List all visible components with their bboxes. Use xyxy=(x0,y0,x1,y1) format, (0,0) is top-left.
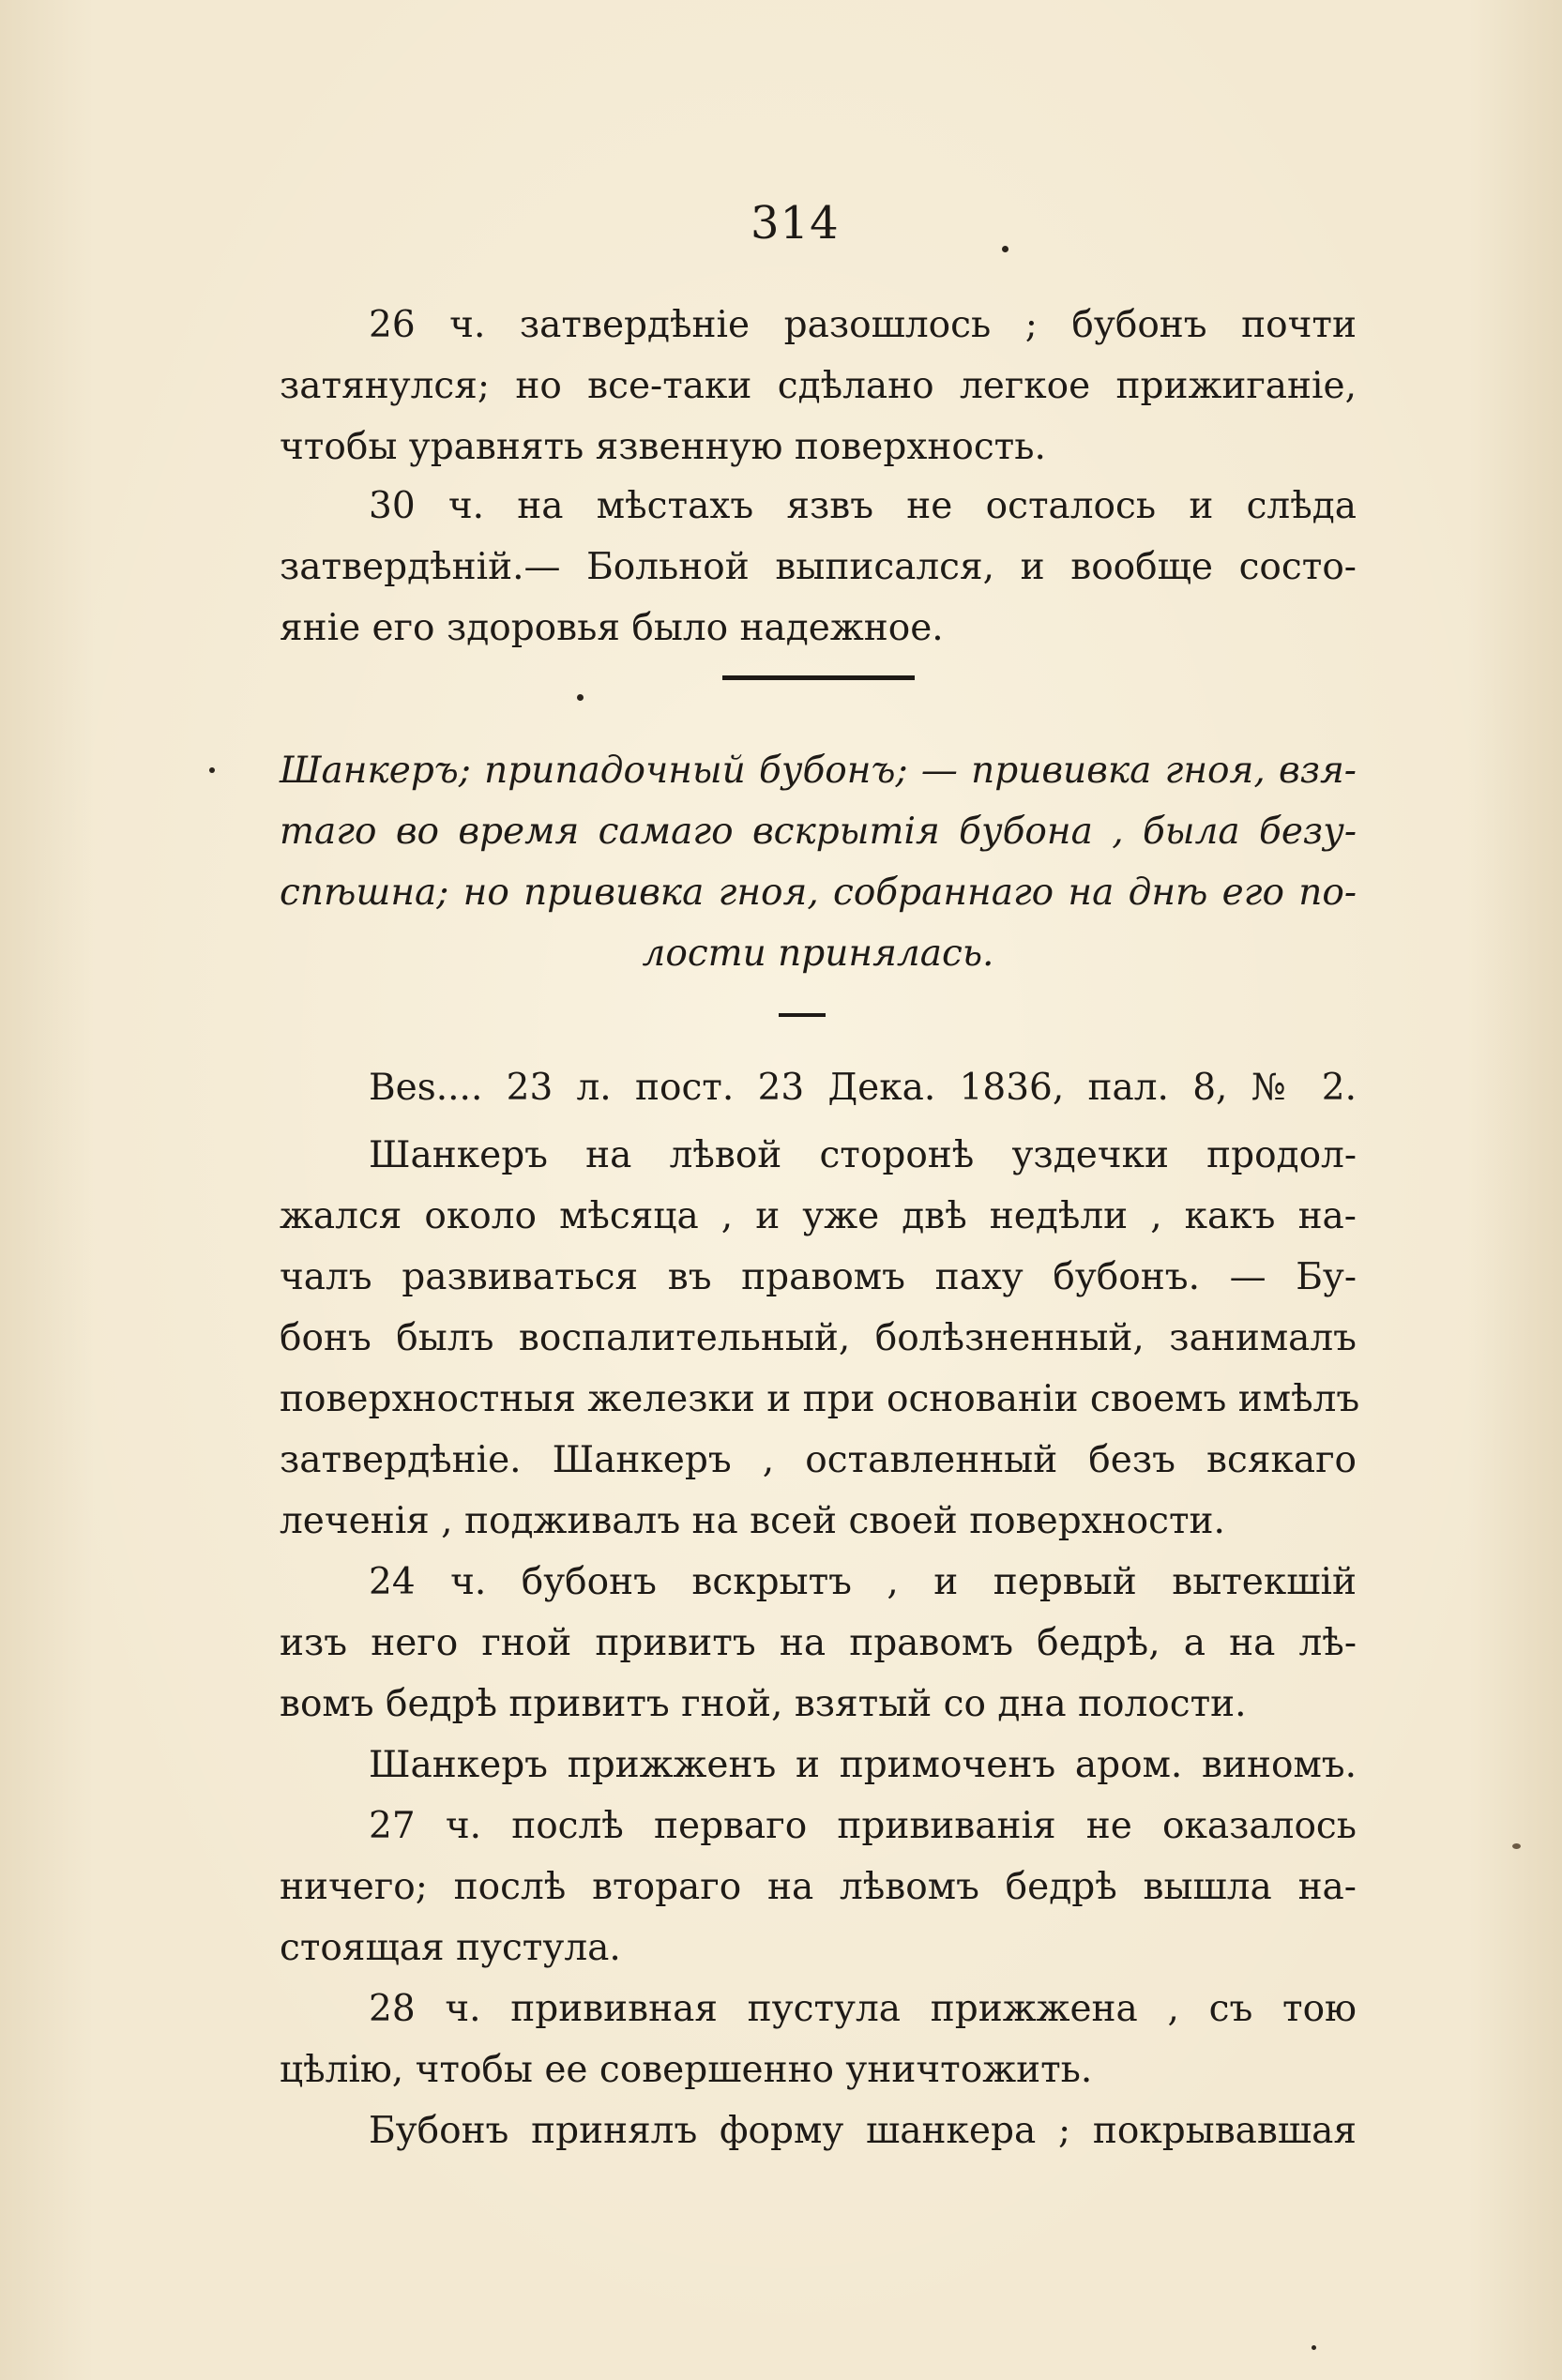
text-line: затвердѣніе. Шанкеръ , оставленный безъ всякаго xyxy=(280,1439,1357,1481)
text-line: Бубонъ принялъ форму шанкера ; покрывавшая xyxy=(369,2110,1357,2152)
text-line: чалъ развиваться въ правомъ паху бубонъ. — Бу- xyxy=(280,1256,1357,1298)
text-line: бонъ былъ воспалительный, болѣзненный, занималъ xyxy=(280,1317,1357,1359)
patient-record-line: Bes.... 23 л. пост. 23 Дека. 1836, пал. 8, № 2. xyxy=(369,1067,1357,1109)
ink-speck xyxy=(1312,2345,1316,2350)
text-line: стоящая пустула. xyxy=(280,1927,621,1969)
text-line: поверхностныя железки и при основаніи своемъ имѣлъ xyxy=(280,1378,1360,1420)
text-line: изъ него гной привитъ на правомъ бедрѣ, а на лѣ- xyxy=(280,1622,1357,1664)
section-divider xyxy=(722,675,915,680)
text-line: жался около мѣсяца , и уже двѣ недѣли , какъ на- xyxy=(280,1195,1357,1237)
text-line: Шанкеръ на лѣвой сторонѣ уздечки продол- xyxy=(369,1134,1357,1176)
text-line: 24 ч. бубонъ вскрытъ , и первый вытекшій xyxy=(369,1561,1357,1603)
text-line: 30 ч. на мѣстахъ язвъ не осталось и слѣда xyxy=(369,485,1357,527)
text-line: 28 ч. прививная пустула прижжена , съ тою xyxy=(369,1988,1357,2030)
heading-divider xyxy=(779,1013,826,1017)
ink-speck xyxy=(1002,246,1008,252)
ink-speck xyxy=(209,767,215,773)
text-line: леченія , подживалъ на всей своей поверхности. xyxy=(280,1500,1225,1542)
page-number: 314 xyxy=(751,197,840,250)
ink-speck xyxy=(1512,1843,1521,1849)
text-line: ничего; послѣ втораго на лѣвомъ бедрѣ вышла на- xyxy=(280,1866,1357,1908)
text-line: 27 ч. послѣ перваго прививанія не оказалось xyxy=(369,1805,1357,1847)
text-line: вомъ бедрѣ привитъ гной, взятый со дна полости. xyxy=(280,1683,1247,1725)
text-line: чтобы уравнять язвенную поверхность. xyxy=(280,426,1046,468)
text-line: Шанкеръ прижженъ и примоченъ аром. виномъ. xyxy=(369,1744,1357,1786)
heading-line: спѣшна; но прививка гноя, собраннаго на днѣ его по- xyxy=(280,872,1357,914)
text-line: 26 ч. затвердѣніе разошлось ; бубонъ почти xyxy=(369,304,1357,346)
heading-line: лости принялась. xyxy=(642,932,994,975)
text-line: цѣлію, чтобы ее совершенно уничтожить. xyxy=(280,2049,1093,2091)
text-line: затвердѣній.— Больной выписался, и вообще состо- xyxy=(280,546,1357,588)
ink-speck xyxy=(577,694,584,701)
text-line: яніе его здоровья было надежное. xyxy=(280,607,944,649)
heading-line: Шанкеръ; припадочный бубонъ; — прививка гноя, взя- xyxy=(280,750,1357,792)
heading-line: таго во время самаго вскрытія бубона , была безу- xyxy=(280,811,1357,853)
text-line: затянулся; но все-таки сдѣлано легкое прижиганіе, xyxy=(280,365,1357,407)
